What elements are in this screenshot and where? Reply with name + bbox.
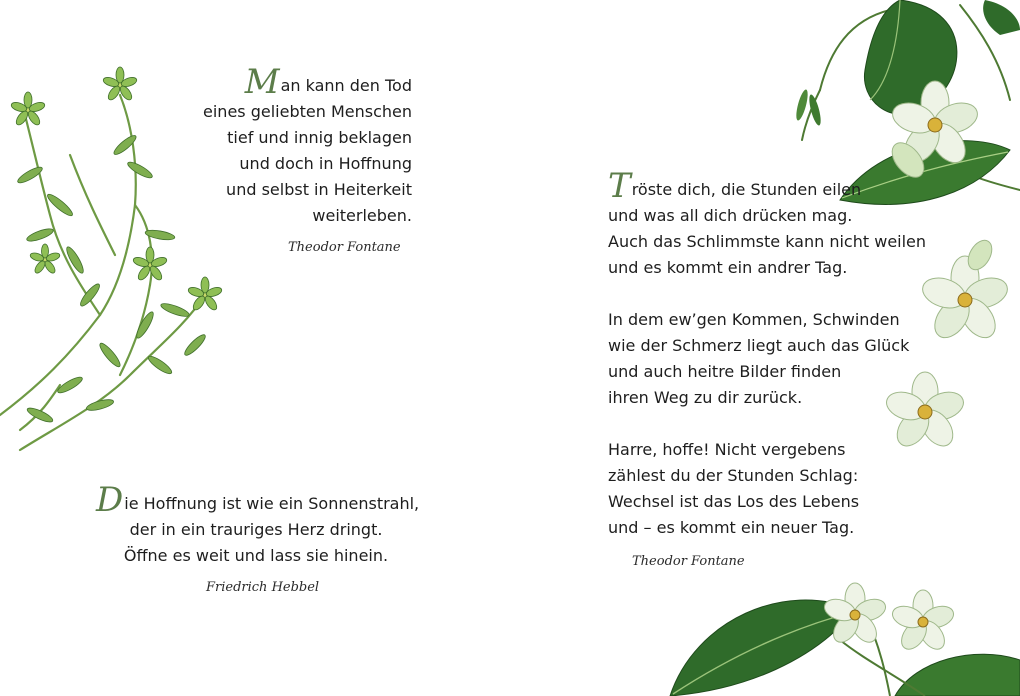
quote-line: der in ein trauriges Herz dringt. bbox=[129, 520, 383, 539]
poem-line: zählest du der Stunden Schlag: bbox=[608, 466, 859, 485]
poem-line: und es kommt ein andrer Tag. bbox=[608, 258, 848, 277]
poem-line: ihren Weg zu dir zurück. bbox=[608, 388, 803, 407]
quote-line: und doch in Hoffnung bbox=[239, 154, 412, 173]
drop-cap: T bbox=[608, 166, 631, 206]
quote-author: Theodor Fontane bbox=[288, 240, 401, 255]
poem-line: Tröste dich, die Stunden eilen bbox=[608, 166, 862, 206]
drop-cap: D bbox=[96, 480, 124, 520]
poem-line: und was all dich drücken mag. bbox=[608, 206, 853, 225]
poem-line: Auch das Schlimmste kann nicht weilen bbox=[608, 232, 927, 251]
white-flower-branch-illustration bbox=[665, 580, 1020, 696]
poem-stanza-3 bbox=[608, 437, 928, 541]
quote-fontane-tod bbox=[200, 62, 412, 229]
poem-line: und – es kommt ein neuer Tag. bbox=[608, 518, 855, 537]
quote-line: tief und innig beklagen bbox=[227, 128, 412, 147]
quote-line: eines geliebten Menschen bbox=[203, 102, 412, 121]
poem-line: Harre, hoffe! Nicht vergebens bbox=[608, 440, 846, 459]
quote-hebbel-hoffnung bbox=[96, 480, 420, 569]
quote-line: Man kann den Tod bbox=[244, 62, 412, 102]
poem-fontane-troeste-dich bbox=[608, 166, 928, 567]
poem-line: In dem ew’gen Kommen, Schwinden bbox=[608, 310, 900, 329]
drop-cap: M bbox=[244, 62, 280, 102]
quote-line: Die Hoffnung ist wie ein Sonnenstrahl, bbox=[96, 480, 420, 520]
quote-line: weiterleben. bbox=[312, 206, 412, 225]
quote-author: Friedrich Hebbel bbox=[206, 580, 320, 595]
quote-line: Öffne es weit und lass sie hinein. bbox=[123, 546, 389, 565]
poem-stanza-1 bbox=[608, 166, 928, 281]
right-page bbox=[510, 0, 1020, 696]
poem-line: wie der Schmerz liegt auch das Glück bbox=[608, 336, 910, 355]
quote-line: und selbst in Heiterkeit bbox=[226, 180, 412, 199]
poem-line: und auch heitre Bilder finden bbox=[608, 362, 842, 381]
poem-author: Theodor Fontane bbox=[632, 554, 745, 569]
poem-stanza-2 bbox=[608, 307, 928, 411]
poem-line: Wechsel ist das Los des Lebens bbox=[608, 492, 860, 511]
